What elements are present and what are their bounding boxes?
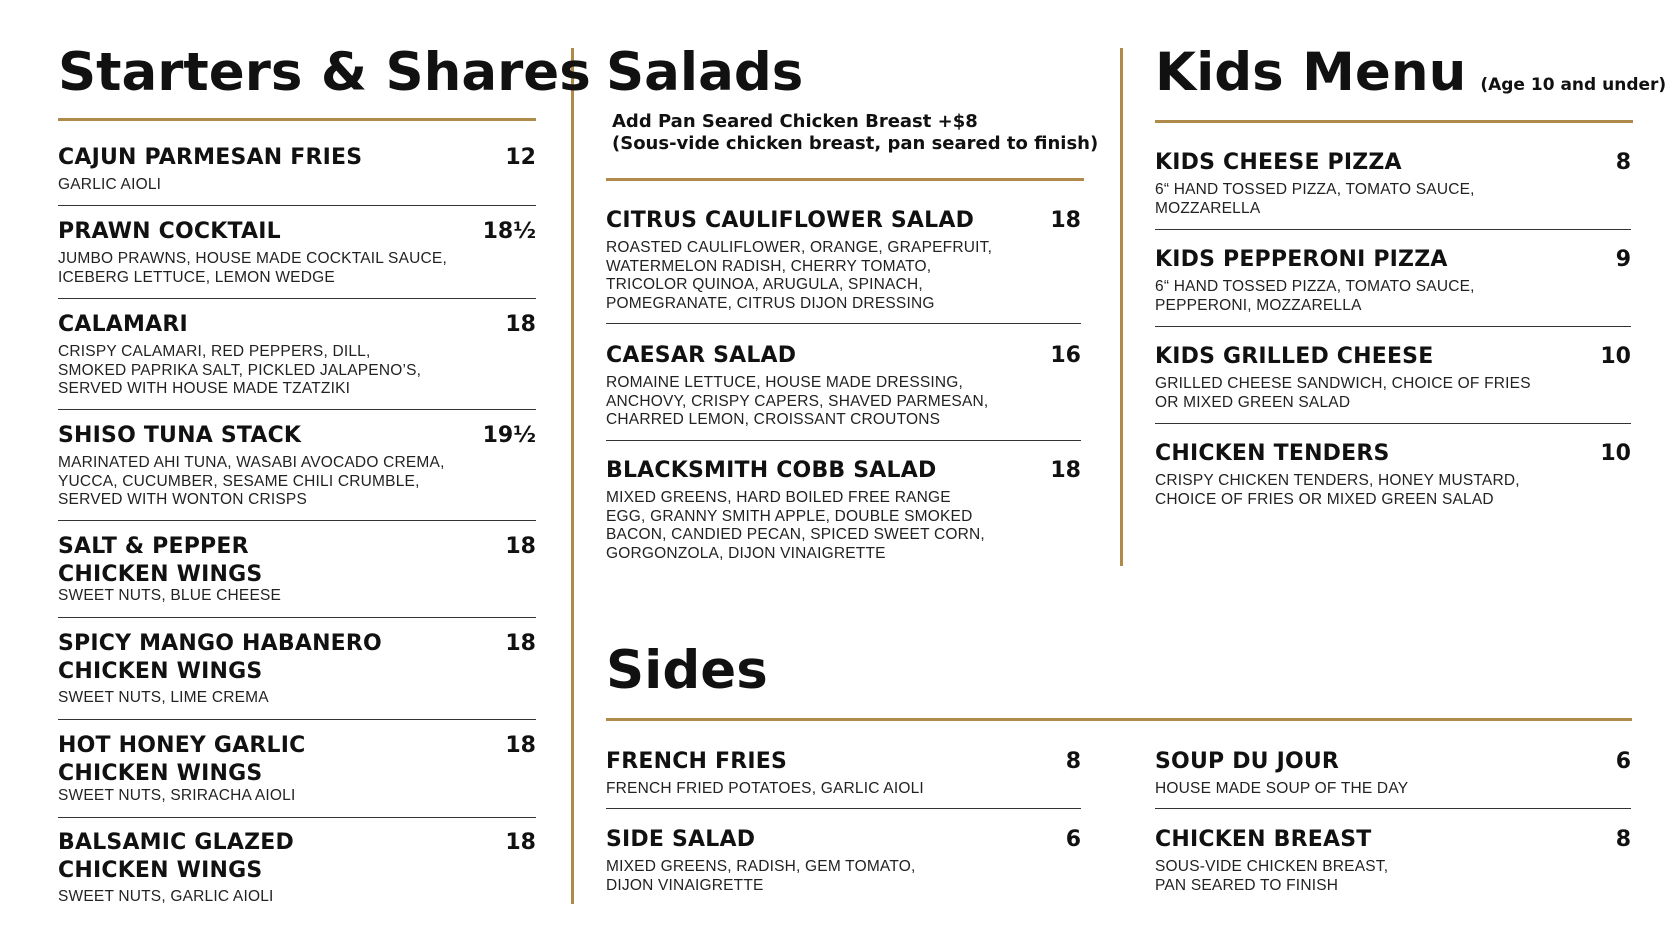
menu-item (58, 144, 536, 206)
item-divider (606, 323, 1081, 324)
item-price: 18 (505, 631, 536, 656)
item-name: SIDE SALAD (606, 827, 756, 852)
item-price: 18 (505, 733, 536, 758)
menu-item (1155, 343, 1631, 424)
menu-item (58, 311, 536, 410)
menu-item (58, 630, 536, 720)
item-name: PRAWN COCKTAIL (58, 219, 281, 244)
item-description: MARINATED AHI TUNA, WASABI AVOCADO CREMA, YUCCA, CUCUMBER, SESAME CHILI CRUMBLE, SERVED WITH WONTON CRISPS (58, 454, 445, 508)
item-divider (1155, 326, 1631, 327)
item-divider (58, 520, 536, 521)
salads-add-chicken-note: Add Pan Seared Chicken Breast +$8 (Sous-vide chicken breast, pan seared to finish) (612, 111, 1099, 154)
item-name: BALSAMIC GLAZED CHICKEN WINGS (58, 830, 294, 883)
item-description: 6“ HAND TOSSED PIZZA, TOMATO SAUCE, PEPPERONI, MOZZARELLA (1155, 278, 1475, 314)
item-description: SOUS-VIDE CHICKEN BREAST, PAN SEARED TO FINISH (1155, 858, 1389, 894)
menu-item (606, 748, 1081, 809)
item-divider (58, 617, 536, 618)
item-price: 6 (1615, 749, 1631, 774)
item-price: 18 (505, 312, 536, 337)
item-description: SWEET NUTS, SRIRACHA AIOLI (58, 787, 296, 804)
item-name: CAJUN PARMESAN FRIES (58, 145, 363, 170)
column-divider-right (1120, 48, 1123, 566)
item-name: CHICKEN BREAST (1155, 827, 1372, 852)
item-name: BLACKSMITH COBB SALAD (606, 458, 937, 483)
menu-item (606, 207, 1081, 324)
item-price: 18 (1050, 458, 1081, 483)
menu-item (606, 826, 1081, 896)
item-description: CRISPY CHICKEN TENDERS, HONEY MUSTARD, CHOICE OF FRIES OR MIXED GREEN SALAD (1155, 472, 1520, 508)
item-price: 9 (1615, 247, 1631, 272)
item-description: GARLIC AIOLI (58, 176, 162, 193)
item-description: SWEET NUTS, LIME CREMA (58, 689, 269, 706)
item-price: 19½ (482, 423, 536, 448)
starters-title: Starters & Shares (58, 42, 591, 103)
item-description: GRILLED CHEESE SANDWICH, CHOICE OF FRIES OR MIXED GREEN SALAD (1155, 375, 1531, 411)
item-price: 8 (1065, 749, 1081, 774)
kids-title-rule (1155, 120, 1633, 123)
item-name: CITRUS CAULIFLOWER SALAD (606, 208, 975, 233)
menu-item (58, 422, 536, 521)
menu-item (1155, 149, 1631, 230)
kids-title-text: Kids Menu (1155, 42, 1467, 103)
item-price: 18½ (482, 219, 536, 244)
item-price: 18 (1050, 208, 1081, 233)
item-divider (58, 817, 536, 818)
item-description: ROASTED CAULIFLOWER, ORANGE, GRAPEFRUIT, WATERMELON RADISH, CHERRY TOMATO, TRICOLOR QUINOA, ARUGULA, SPINACH, POMEGRANATE, CITRUS DIJON DRESSING (606, 239, 993, 312)
item-name: KIDS CHEESE PIZZA (1155, 150, 1402, 175)
item-divider (58, 205, 536, 206)
item-description: JUMBO PRAWNS, HOUSE MADE COCKTAIL SAUCE, ICEBERG LETTUCE, LEMON WEDGE (58, 250, 447, 286)
item-name: CHICKEN TENDERS (1155, 441, 1390, 466)
column-divider-left (571, 48, 574, 904)
kids-age-note: (Age 10 and under) (1480, 75, 1667, 95)
item-price: 16 (1050, 343, 1081, 368)
starters-title-rule (58, 118, 536, 121)
sides-title-rule (606, 718, 1632, 721)
kids-title (1155, 42, 1667, 103)
item-price: 10 (1600, 441, 1631, 466)
menu-item (606, 342, 1081, 441)
menu-item (58, 533, 536, 618)
item-name: CAESAR SALAD (606, 343, 797, 368)
item-description: HOUSE MADE SOUP OF THE DAY (1155, 780, 1409, 797)
item-price: 8 (1615, 150, 1631, 175)
item-name: SALT & PEPPER CHICKEN WINGS (58, 534, 263, 587)
item-name: SPICY MANGO HABANERO CHICKEN WINGS (58, 631, 382, 684)
item-description: MIXED GREENS, HARD BOILED FREE RANGE EGG, GRANNY SMITH APPLE, DOUBLE SMOKED BACON, CANDIED PECAN, SPICED SWEET CORN, GORGONZOLA, DIJON VINAIGRETTE (606, 489, 985, 562)
menu-item (1155, 246, 1631, 327)
menu-item (58, 829, 536, 911)
item-description: CRISPY CALAMARI, RED PEPPERS, DILL, SMOKED PAPRIKA SALT, PICKLED JALAPENO’S, SERVED WITH HOUSE MADE TZATZIKI (58, 343, 422, 397)
menu-item (606, 457, 1081, 567)
menu-item (58, 732, 536, 818)
item-name: CALAMARI (58, 312, 188, 337)
item-divider (58, 298, 536, 299)
menu-item (1155, 826, 1631, 896)
item-description: FRENCH FRIED POTATOES, GARLIC AIOLI (606, 780, 924, 797)
menu-item (1155, 748, 1631, 809)
item-price: 12 (505, 145, 536, 170)
item-divider (58, 409, 536, 410)
item-description: ROMAINE LETTUCE, HOUSE MADE DRESSING, ANCHOVY, CRISPY CAPERS, SHAVED PARMESAN, CHARRED LEMON, CROISSANT CROUTONS (606, 374, 989, 428)
item-divider (1155, 229, 1631, 230)
item-description: 6“ HAND TOSSED PIZZA, TOMATO SAUCE, MOZZARELLA (1155, 181, 1475, 217)
salads-title-rule (606, 178, 1084, 181)
item-name: KIDS GRILLED CHEESE (1155, 344, 1434, 369)
item-name: SOUP DU JOUR (1155, 749, 1340, 774)
menu-item (1155, 440, 1631, 515)
item-price: 18 (505, 534, 536, 559)
item-price: 18 (505, 830, 536, 855)
item-name: HOT HONEY GARLIC CHICKEN WINGS (58, 733, 306, 786)
item-price: 10 (1600, 344, 1631, 369)
salads-title: Salads (606, 42, 804, 103)
item-name: SHISO TUNA STACK (58, 423, 302, 448)
item-description: SWEET NUTS, GARLIC AIOLI (58, 888, 274, 905)
item-name: FRENCH FRIES (606, 749, 788, 774)
item-divider (606, 440, 1081, 441)
item-divider (606, 808, 1081, 809)
item-description: MIXED GREENS, RADISH, GEM TOMATO, DIJON VINAIGRETTE (606, 858, 916, 894)
sides-title: Sides (606, 640, 768, 701)
item-divider (1155, 808, 1631, 809)
item-name: KIDS PEPPERONI PIZZA (1155, 247, 1448, 272)
item-price: 6 (1065, 827, 1081, 852)
menu-item (58, 218, 536, 299)
item-divider (1155, 423, 1631, 424)
item-description: SWEET NUTS, BLUE CHEESE (58, 587, 282, 604)
item-price: 8 (1615, 827, 1631, 852)
item-divider (58, 719, 536, 720)
